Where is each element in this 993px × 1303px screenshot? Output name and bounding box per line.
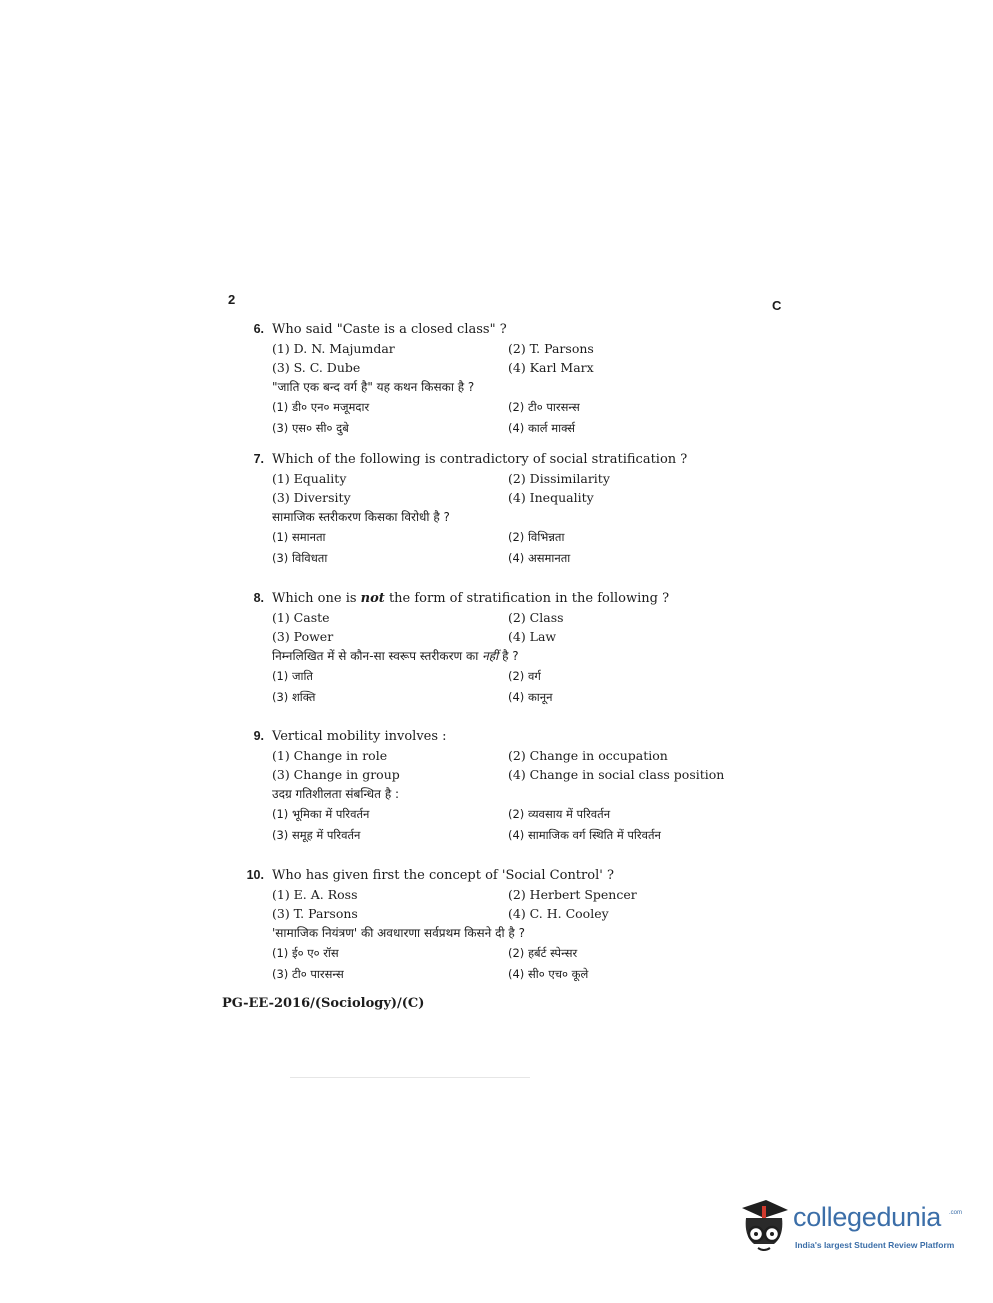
option: (4) Change in social class position — [508, 767, 725, 782]
emphasis-nahin: नहीं — [482, 649, 499, 663]
question-text — [272, 590, 736, 608]
option: (3) T. Parsons — [272, 906, 358, 921]
question-text-part: Which one is — [272, 591, 361, 606]
option: (3) एस० सी० दुबे — [272, 421, 349, 435]
question-8 — [236, 589, 736, 708]
option: (1) भूमिका में परिवर्तन — [272, 807, 370, 821]
hindi-text-part: है ? — [498, 649, 519, 663]
hindi-options — [272, 397, 736, 439]
question-number: 8. — [253, 591, 264, 605]
hindi-options — [272, 527, 736, 569]
english-options — [272, 339, 736, 377]
option: (1) Caste — [272, 610, 330, 625]
collegedunia-watermark — [736, 1196, 963, 1258]
brand-name: collegedunia — [793, 1202, 942, 1232]
option: (3) S. C. Dube — [272, 360, 361, 375]
option: (3) विविधता — [272, 551, 328, 565]
option: (4) Inequality — [508, 490, 594, 505]
hindi-question-text: "जाति एक बन्द वर्ग है" यह कथन किसका है ? — [272, 380, 475, 394]
hindi-options — [272, 666, 736, 708]
question-7 — [236, 450, 736, 569]
question-text: Who said "Caste is a closed class" ? — [272, 322, 507, 337]
emphasis-not: not — [360, 591, 385, 606]
question-text: Vertical mobility involves : — [272, 729, 447, 744]
option: (1) डी० एन० मजूमदार — [272, 400, 370, 414]
option: (1) समानता — [272, 530, 326, 544]
english-options — [272, 608, 736, 646]
question-text-part: the form of stratification in the following ? — [384, 591, 670, 606]
faint-divider — [290, 1077, 530, 1078]
option: (2) विभिन्नता — [508, 530, 565, 544]
option: (2) Change in occupation — [508, 748, 668, 763]
option: (1) ई० ए० रॉस — [272, 946, 339, 960]
option: (1) Equality — [272, 471, 347, 486]
question-number: 6. — [253, 322, 264, 336]
question-number: 7. — [253, 452, 264, 466]
question-9 — [236, 727, 736, 846]
option: (3) टी० पारसन्स — [272, 967, 344, 981]
option: (4) Law — [508, 629, 557, 644]
option: (3) Diversity — [272, 490, 351, 505]
graduate-mascot-icon — [736, 1196, 792, 1256]
question-number: 10. — [246, 868, 264, 882]
option: (4) असमानता — [508, 551, 571, 565]
booklet-series: C — [772, 298, 782, 313]
brand-domain: .com — [949, 1210, 963, 1216]
hindi-question-text — [272, 646, 736, 666]
option: (2) टी० पारसन्स — [508, 400, 580, 414]
option: (2) T. Parsons — [508, 341, 594, 356]
option: (2) वर्ग — [508, 669, 541, 683]
hindi-options — [272, 804, 736, 846]
option: (1) E. A. Ross — [272, 887, 358, 902]
option: (3) शक्ति — [272, 690, 316, 704]
english-options — [272, 469, 736, 507]
english-options — [272, 885, 736, 923]
option: (4) सामाजिक वर्ग स्थिति में परिवर्तन — [508, 828, 661, 842]
option: (3) समूह में परिवर्तन — [272, 828, 361, 842]
english-options — [272, 746, 736, 784]
option: (4) कार्ल मार्क्स — [508, 421, 576, 435]
question-text: Who has given first the concept of 'Social Control' ? — [272, 868, 614, 883]
page-number: 2 — [228, 292, 236, 307]
hindi-text-part: निम्नलिखित में से कौन-सा स्वरूप स्तरीकरण का — [272, 649, 483, 663]
question-10 — [236, 866, 736, 985]
option: (2) Dissimilarity — [508, 471, 610, 486]
question-6 — [236, 320, 736, 439]
paper-code-footer: PG-EE-2016/(Sociology)/(C) — [222, 996, 425, 1011]
hindi-question-text: 'सामाजिक नियंत्रण' की अवधारणा सर्वप्रथम किसने दी है ? — [272, 926, 525, 940]
option: (3) Change in group — [272, 767, 400, 782]
question-number: 9. — [253, 729, 264, 743]
hindi-options — [272, 943, 736, 985]
option: (2) व्यवसाय में परिवर्तन — [508, 807, 611, 821]
option: (2) हर्बर्ट स्पेन्सर — [508, 946, 578, 960]
option: (4) Karl Marx — [508, 360, 594, 375]
option: (1) Change in role — [272, 748, 388, 763]
option: (3) Power — [272, 629, 334, 644]
option: (4) सी० एच० कूले — [508, 967, 589, 981]
hindi-question-text: उदग्र गतिशीलता संबन्धित है : — [272, 787, 400, 801]
brand-tagline: India's largest Student Review Platform — [795, 1240, 955, 1250]
question-text: Which of the following is contradictory of social stratification ? — [272, 452, 688, 467]
hindi-question-text: सामाजिक स्तरीकरण किसका विरोधी है ? — [272, 510, 450, 524]
option: (4) C. H. Cooley — [508, 906, 609, 921]
option: (2) Herbert Spencer — [508, 887, 637, 902]
option: (1) D. N. Majumdar — [272, 341, 395, 356]
option: (2) Class — [508, 610, 564, 625]
option: (4) कानून — [508, 690, 553, 704]
option: (1) जाति — [272, 669, 313, 683]
